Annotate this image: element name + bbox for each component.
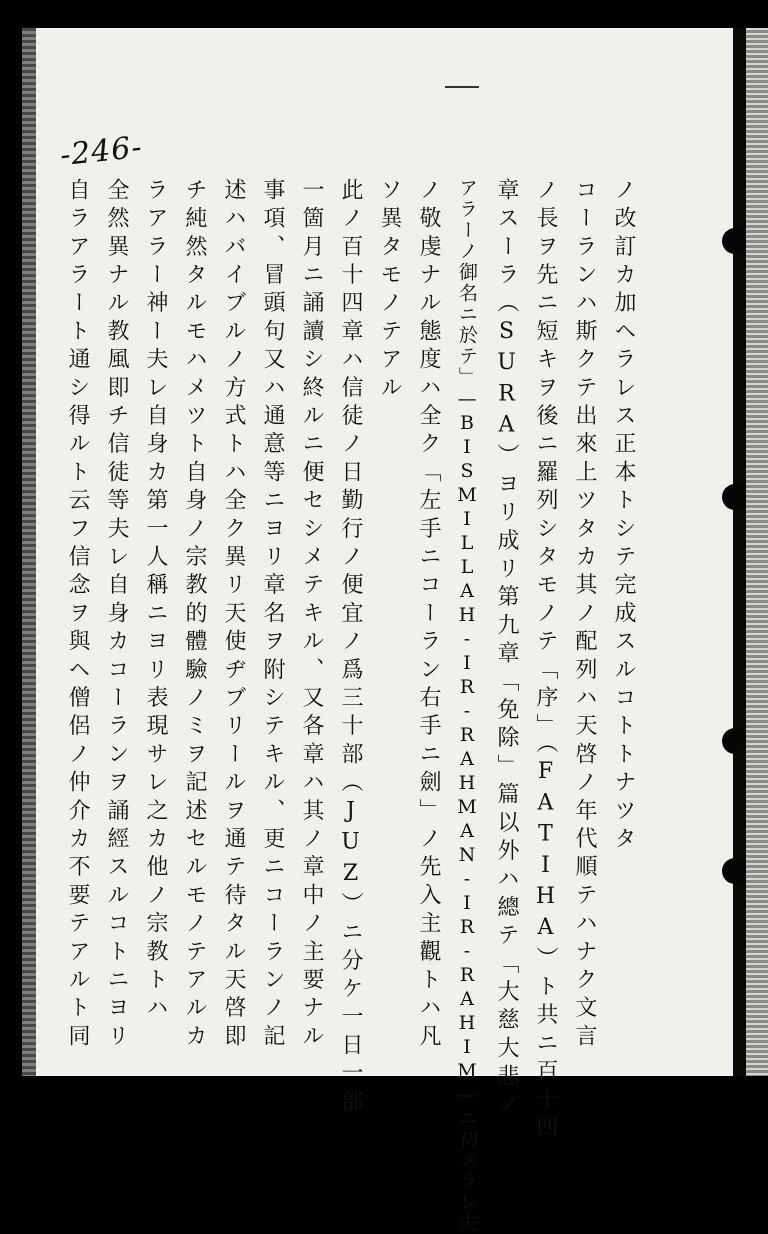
text-column-6: ノ敬虔ナル態度ハ全ク「左手ニコーラン右手ニ劍」ノ先入主觀トハ凡: [416, 178, 441, 1053]
text-column-5: アラーノ御名ニ於テ」—BISMILLAH-IR-RAHMAN-IR-RAHIM—ニ初メラレ夫: [456, 178, 478, 1234]
text-column-13: ラアラー神ー夫レ自身カ第一人稱ニヨリ表現サレ之カ他ノ宗教トハ: [143, 178, 168, 1024]
scan-right-edge: [746, 28, 768, 1076]
text-column-15: 自ラアラート通シ得ルト云フ信念ヲ與ヘ僧侶ノ仲介カ不要テアルト同: [65, 178, 90, 1053]
scan-left-edge: [22, 28, 36, 1076]
text-column-3: ノ長ヲ先ニ短キヲ後ニ羅列シタモノテ「序」（FATIHA）ト共ニ百十四: [533, 178, 558, 1144]
text-column-9: 一箇月ニ誦讀シ終ルニ便セシメテキル、又各章ハ其ノ章中ノ主要ナル: [299, 178, 324, 1053]
top-mark: [445, 86, 479, 88]
text-column-1: ノ改訂カ加ヘラレス正本トシテ完成スルコトトナツタ: [611, 178, 636, 855]
text-column-10: 事項、冒頭句又ハ通意等ニヨリ章名ヲ附シテキル、更ニコーランノ記: [260, 178, 285, 1053]
binding-hole: [722, 228, 748, 254]
page-binding: [733, 28, 745, 1076]
binding-hole: [722, 858, 748, 884]
binding-hole: [722, 484, 748, 510]
text-column-2: コーランハ斯クテ出來上ツタカ其ノ配列ハ天啓ノ年代順テハナク文言: [572, 178, 597, 1053]
page-number: -246-: [58, 129, 145, 174]
text-column-7: ソ異タモノテアル: [377, 178, 402, 404]
text-column-12: チ純然タルモハメツト自身ノ宗教的體驗ノミヲ記述セルモノテアルカ: [182, 178, 207, 1053]
text-column-4: 章スーラ（SURA）ヨリ成リ第九章「免除」篇以外ハ總テ「大慈大悲ノ: [494, 178, 519, 1121]
binding-hole: [722, 728, 748, 754]
text-column-8: 此ノ百十四章ハ信徒ノ日勤行ノ便宜ノ爲三十部（JUZ）ニ分ケ一日一部: [338, 178, 363, 1118]
text-column-14: 全然異ナル教風即チ信徒等夫レ自身カコーランヲ誦經スルコトニヨリ: [104, 178, 129, 1053]
text-column-11: 述ハバイブルノ方式トハ全ク異リ天使ヂブリールヲ通テ待タル天啓即: [221, 178, 246, 1053]
